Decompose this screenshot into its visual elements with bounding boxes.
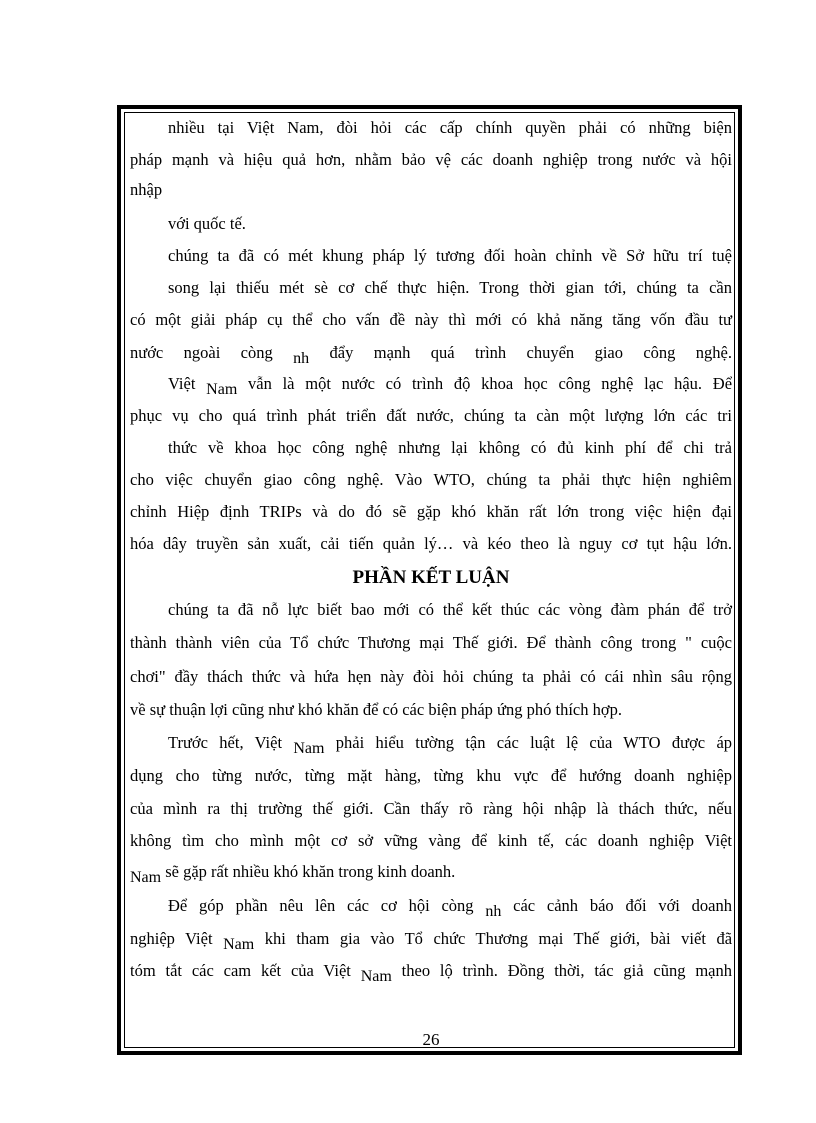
- text-line: [130, 929, 732, 955]
- text-segment-sub: Nam: [130, 869, 162, 886]
- text-line: thành thành viên của Tổ chức Thương mại Thế giới. Để thành công trong " cuộc: [130, 633, 732, 652]
- text-segment: sẽ gặp rất nhiều khó khăn trong kinh doanh.: [165, 862, 456, 881]
- text-segment: vẫn là một nước có trình độ khoa học công nghệ lạc hậu. Để: [248, 374, 733, 393]
- text-segment: Việt: [168, 374, 196, 393]
- section-heading: PHẦN KẾT LUẬN: [352, 567, 510, 588]
- text-segment: Trước hết, Việt: [168, 733, 283, 752]
- text-line: [130, 896, 732, 922]
- text-line: dụng cho từng nước, từng mặt hàng, từng khu vực để hướng doanh nghiệp: [130, 766, 732, 785]
- text-segment-sub: Nam: [360, 968, 392, 985]
- text-segment: khi tham gia vào Tổ chức Thương mại Thế giới, bài viết đã: [264, 929, 733, 948]
- text-line: [130, 733, 732, 759]
- text-line: [130, 343, 732, 369]
- text-line: của mình ra thị trường thế giới. Cần thấy rõ ràng hội nhập là thách thức, nếu: [130, 799, 732, 818]
- text-line: chúng ta đã có mét khung pháp lý tương đối hoàn chỉnh về Sở hữu trí tuệ: [168, 246, 732, 265]
- text-line: thức về khoa học công nghệ nhưng lại không có đủ kinh phí để chi trả: [168, 438, 732, 457]
- text-line: không tìm cho mình một cơ sở vững vàng để kinh tế, các doanh nghiệp Việt: [130, 831, 732, 850]
- text-line: nhập: [130, 180, 163, 199]
- text-line: chơi" đầy thách thức và hứa hẹn này đòi hỏi chúng ta phải có cái nhìn sâu rộng: [130, 667, 732, 686]
- text-segment: nghiệp Việt: [130, 929, 213, 948]
- text-segment-sub: nh: [293, 350, 310, 367]
- text-segment-sub: nh: [485, 903, 502, 920]
- text-segment: các cảnh báo đối với doanh: [513, 896, 732, 915]
- text-line: chúng ta đã nỗ lực biết bao mới có thể kết thúc các vòng đàm phán để trở: [168, 600, 732, 619]
- text-line: có một giải pháp cụ thể cho vấn đề này thì mới có khả năng tăng vốn đầu tư: [130, 310, 732, 329]
- text-line: về sự thuận lợi cũng như khó khăn để có các biện pháp ứng phó thích hợp.: [130, 700, 622, 719]
- text-line: song lại thiếu mét sè cơ chế thực hiện. Trong thời gian tới, chúng ta cần: [168, 278, 732, 297]
- text-segment: phải hiểu tường tận các luật lệ của WTO được áp: [335, 733, 733, 752]
- text-line: cho việc chuyển giao công nghệ. Vào WTO, chúng ta phải thực hiện nghiêm: [130, 470, 732, 489]
- page-number: 26: [422, 1030, 440, 1049]
- text-line: pháp mạnh và hiệu quả hơn, nhằm bảo vệ các doanh nghiệp trong nước và hội: [130, 150, 732, 169]
- text-segment: Để góp phần nêu lên các cơ hội còng: [168, 896, 474, 915]
- text-line: hóa dây truyền sản xuất, cải tiến quản lý… và kéo theo là nguy cơ tụt hậu lớn.: [130, 534, 732, 553]
- text-segment: theo lộ trình. Đồng thời, tác giả cũng mạnh: [401, 961, 732, 980]
- text-line: nhiều tại Việt Nam, đòi hỏi các cấp chính quyền phải có những biện: [168, 118, 732, 137]
- text-segment-sub: Nam: [293, 740, 325, 757]
- text-segment: đẩy mạnh quá trình chuyển giao công nghệ.: [329, 343, 733, 362]
- text-line: chỉnh Hiệp định TRIPs và do đó sẽ gặp khó khăn rất lớn trong việc hiện đại: [130, 502, 732, 521]
- text-line: [130, 862, 732, 888]
- text-segment: tóm tắt các cam kết của Việt: [130, 961, 351, 980]
- text-line: [130, 374, 732, 400]
- text-line: với quốc tế.: [168, 214, 246, 233]
- text-line: [130, 961, 732, 987]
- text-segment-sub: Nam: [223, 936, 255, 953]
- text-line: phục vụ cho quá trình phát triển đất nước, chúng ta càn một lượng lớn các tri: [130, 406, 732, 425]
- text-segment: nước ngoài còng: [130, 343, 273, 362]
- text-segment-sub: Nam: [206, 381, 238, 398]
